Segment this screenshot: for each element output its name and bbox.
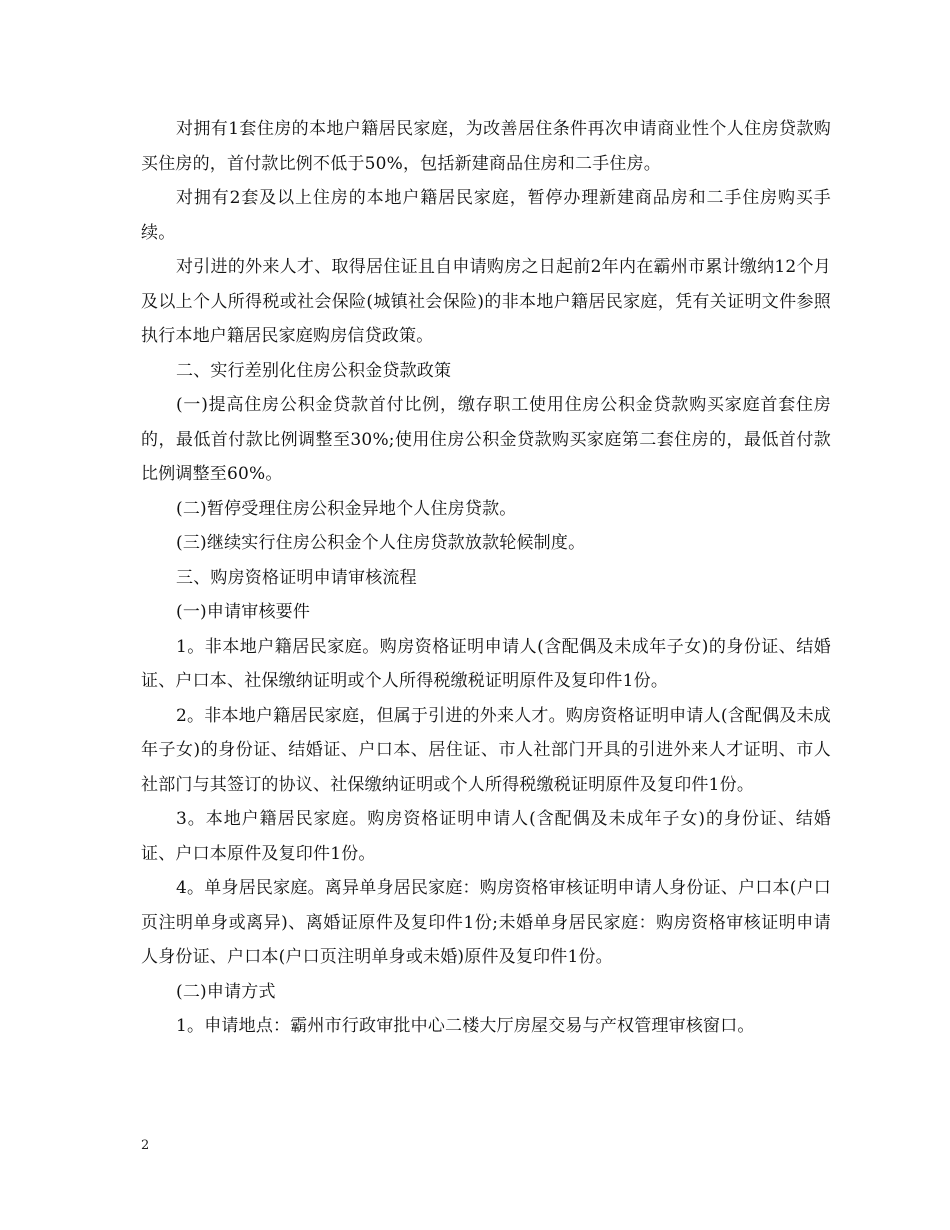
document-body xyxy=(141,112,831,1044)
section-heading-2: 二、实行差别化住房公积金贷款政策 xyxy=(176,360,452,381)
paragraph-5: (二)暂停受理住房公积金异地个人住房贷款。 xyxy=(176,498,517,519)
list-item-2: 2。非本地户籍居民家庭，但属于引进的外来人才。购房资格证明申请人(含配偶及未成年子女)的身份证、结婚证、户口本、居住证、市人社部门开具的引进外来人才证明、市人社部门与其签订的协议、社保缴纳证明或个人所得税缴税证明原件及复印件1份。 xyxy=(141,705,831,795)
list-item-3: 3。本地户籍居民家庭。购房资格证明申请人(含配偶及未成年子女)的身份证、结婚证、户口本原件及复印件1份。 xyxy=(141,809,831,864)
paragraph-3: 对引进的外来人才、取得居住证且自申请购房之日起前2年内在霸州市累计缴纳12个月及以上个人所得税或社会保险(城镇社会保险)的非本地户籍居民家庭，凭有关证明文件参照执行本地户籍居民家庭购房信贷政策。 xyxy=(141,257,831,346)
section-heading-3: 三、购房资格证明申请审核流程 xyxy=(176,567,417,588)
paragraph-6: (三)继续实行住房公积金个人住房贷款放款轮候制度。 xyxy=(176,533,586,553)
list-item-1: 1。非本地户籍居民家庭。购房资格证明申请人(含配偶及未成年子女)的身份证、结婚证、户口本、社保缴纳证明或个人所得税缴税证明原件及复印件1份。 xyxy=(141,636,831,691)
subsection-heading-2: (二)申请方式 xyxy=(176,981,276,1002)
list-item-5: 1。申请地点：霸州市行政审批中心二楼大厅房屋交易与产权管理审核窗口。 xyxy=(176,1016,755,1036)
paragraph-1: 对拥有1套住房的本地户籍居民家庭，为改善居住条件再次申请商业性个人住房贷款购买住房的，首付款比例不低于50%，包括新建商品住房和二手住房。 xyxy=(141,119,831,174)
subsection-heading-1: (一)申请审核要件 xyxy=(176,602,311,622)
page-number: 2 xyxy=(141,1138,150,1153)
paragraph-4: (一)提高住房公积金贷款首付比例，缴存职工使用住房公积金贷款购买家庭首套住房的，最低首付款比例调整至30%;使用住房公积金贷款购买家庭第二套住房的，最低首付款比例调整至60%。 xyxy=(141,395,831,484)
paragraph-2: 对拥有2套及以上住房的本地户籍居民家庭，暂停办理新建商品房和二手住房购买手续。 xyxy=(141,188,831,243)
list-item-4: 4。单身居民家庭。离异单身居民家庭：购房资格审核证明申请人身份证、户口本(户口页注明单身或离异)、离婚证原件及复印件1份;未婚单身居民家庭：购房资格审核证明申请人身份证、户口本(户口页注明单身或未婚)原件及复印件1份。 xyxy=(141,878,831,967)
